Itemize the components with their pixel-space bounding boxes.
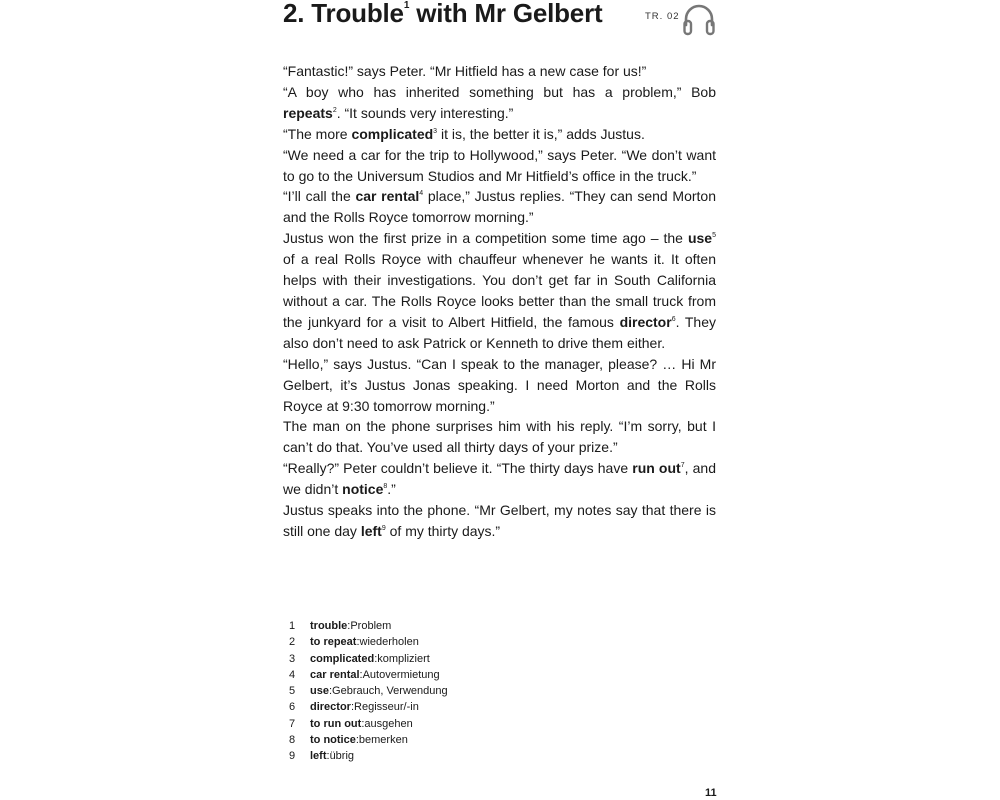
- audio-track-label: TR. 02: [645, 11, 680, 22]
- glossary-term: to repeat: [310, 636, 357, 649]
- text-segment: “We need a car for the trip to Hollywood,” says Peter. “We don’t want to go to the Universum Studios and Mr Hitfield’s office in the truck.”: [283, 146, 716, 184]
- glossary-term: to notice: [310, 734, 356, 747]
- text-segment: of my thirty days.”: [385, 522, 501, 539]
- footnote-mark: 4: [419, 190, 424, 198]
- footnote-mark: 6: [671, 315, 676, 323]
- glossary-term: car rental: [310, 668, 360, 681]
- glossary-number: 2: [289, 636, 296, 649]
- story-paragraph: [283, 354, 716, 417]
- vocab-word: car rental: [355, 188, 420, 205]
- text-segment: “Hello,” says Justus. “Can I speak to the manager, please? … Hi Mr Gelbert, it’s Justus Jonas speaking. I need Morton and the Rolls Royce at 9:30 tomorrow morning.”: [283, 355, 716, 414]
- vocab-word: repeats: [283, 104, 333, 121]
- vocabulary-glossary: [289, 618, 448, 765]
- headphones-icon: [681, 1, 717, 37]
- text-segment: “A boy who has inherited something but has a problem,” Bob: [283, 83, 716, 100]
- text-segment: it is, the better it is,” adds Justus.: [437, 125, 645, 142]
- glossary-number: 9: [289, 750, 296, 763]
- chapter-title-start: 2. Trouble: [283, 0, 404, 28]
- footnote-mark: 5: [712, 232, 716, 240]
- glossary-entry: 4 car rental : Autovermietung: [289, 667, 448, 683]
- story-paragraph: [283, 186, 716, 228]
- glossary-definition: Gebrauch, Verwendung: [332, 685, 448, 698]
- glossary-entry: 5 use : Gebrauch, Verwendung: [289, 683, 448, 699]
- glossary-number: 5: [289, 685, 296, 698]
- text-segment: “The more: [283, 125, 352, 142]
- glossary-number: 3: [289, 652, 296, 665]
- text-segment: . “It sounds very interesting.”: [336, 104, 514, 121]
- story-paragraph: [283, 124, 716, 145]
- glossary-entry: 7 to run out : ausgehen: [289, 716, 448, 732]
- glossary-entry: 9 left : übrig: [289, 748, 448, 764]
- story-paragraph: [283, 500, 716, 542]
- footnote-mark: 7: [680, 462, 685, 470]
- glossary-definition: wiederholen: [359, 636, 419, 649]
- story-paragraph: [283, 82, 716, 124]
- glossary-number: 7: [289, 717, 296, 730]
- text-segment: The man on the phone surprises him with his reply. “I’m sorry, but I can’t do that. You’ve used all thirty days of your prize.”: [283, 418, 716, 456]
- chapter-header: [283, 0, 723, 40]
- story-paragraph: [283, 145, 716, 187]
- text-segment: place,” Justus replies. “They can send Morton and the Rolls Royce tomorrow morning.”: [283, 188, 716, 226]
- glossary-term: complicated: [310, 652, 375, 665]
- glossary-term: use: [310, 685, 329, 698]
- glossary-term: to run out: [310, 717, 362, 730]
- page-number: 11: [705, 787, 717, 799]
- footnote-mark: 8: [383, 483, 388, 491]
- glossary-number: 1: [289, 620, 296, 632]
- chapter-title-end: with Mr Gelbert: [409, 0, 603, 28]
- story-paragraph: [283, 458, 716, 500]
- glossary-term: director: [310, 701, 351, 714]
- vocab-word: complicated: [351, 125, 434, 142]
- story-text: [283, 61, 716, 542]
- story-paragraph: [283, 416, 716, 458]
- glossary-number: 6: [289, 701, 296, 714]
- glossary-term: left: [310, 750, 327, 763]
- glossary-number: 8: [289, 734, 296, 747]
- vocab-word: director: [619, 313, 672, 330]
- glossary-definition: kompliziert: [377, 652, 430, 665]
- text-segment: “I’ll call the: [283, 188, 356, 205]
- text-segment: “Fantastic!” says Peter. “Mr Hitfield has a new case for us!”: [283, 63, 647, 79]
- vocab-word: notice: [342, 481, 384, 498]
- vocab-word: run out: [632, 460, 681, 477]
- glossary-definition: ausgehen: [364, 717, 413, 730]
- glossary-definition: Problem: [350, 620, 392, 632]
- glossary-term: trouble: [310, 620, 348, 632]
- footnote-mark: 9: [381, 524, 386, 532]
- story-paragraph: [283, 61, 716, 82]
- glossary-definition: Autovermietung: [362, 668, 440, 681]
- chapter-title-footnote-mark: 1: [403, 0, 410, 11]
- glossary-entry: 6 director : Regisseur/-in: [289, 699, 448, 715]
- text-segment: , and we didn’t: [283, 460, 716, 498]
- chapter-title: [283, 0, 602, 29]
- text-segment: of a real Rolls Royce with chauffeur whenever he wants it. It often helps with their investigations. You don’t get far in South California without a car. The Rolls Royce looks better than the small truck from the junkyard for a visit to Albert Hitfield, the famous: [283, 251, 716, 330]
- vocab-word: left: [360, 522, 382, 539]
- text-segment: .”: [387, 481, 396, 498]
- text-segment: Justus won the first prize in a competition some time ago – the: [283, 230, 688, 247]
- glossary-entry: 1 trouble : Problem: [289, 618, 448, 634]
- glossary-number: 4: [289, 668, 296, 681]
- glossary-entry: 8 to notice : bemerken: [289, 732, 448, 748]
- text-segment: . They also don’t need to ask Patrick or Kenneth to drive them either.: [283, 313, 716, 351]
- footnote-mark: 2: [332, 106, 337, 114]
- glossary-entry: 3 complicated : kompliziert: [289, 651, 448, 667]
- story-paragraph: [283, 228, 716, 353]
- footnote-mark: 3: [433, 127, 438, 135]
- text-segment: “Really?” Peter couldn’t believe it. “The thirty days have: [283, 460, 633, 477]
- vocab-word: use: [687, 230, 713, 247]
- glossary-definition: Regisseur/-in: [354, 701, 419, 714]
- glossary-definition: bemerken: [358, 734, 408, 747]
- text-segment: Justus speaks into the phone. “Mr Gelbert, my notes say that there is still one day: [283, 502, 716, 539]
- glossary-entry: 2 to repeat : wiederholen: [289, 634, 448, 650]
- glossary-definition: übrig: [329, 750, 355, 763]
